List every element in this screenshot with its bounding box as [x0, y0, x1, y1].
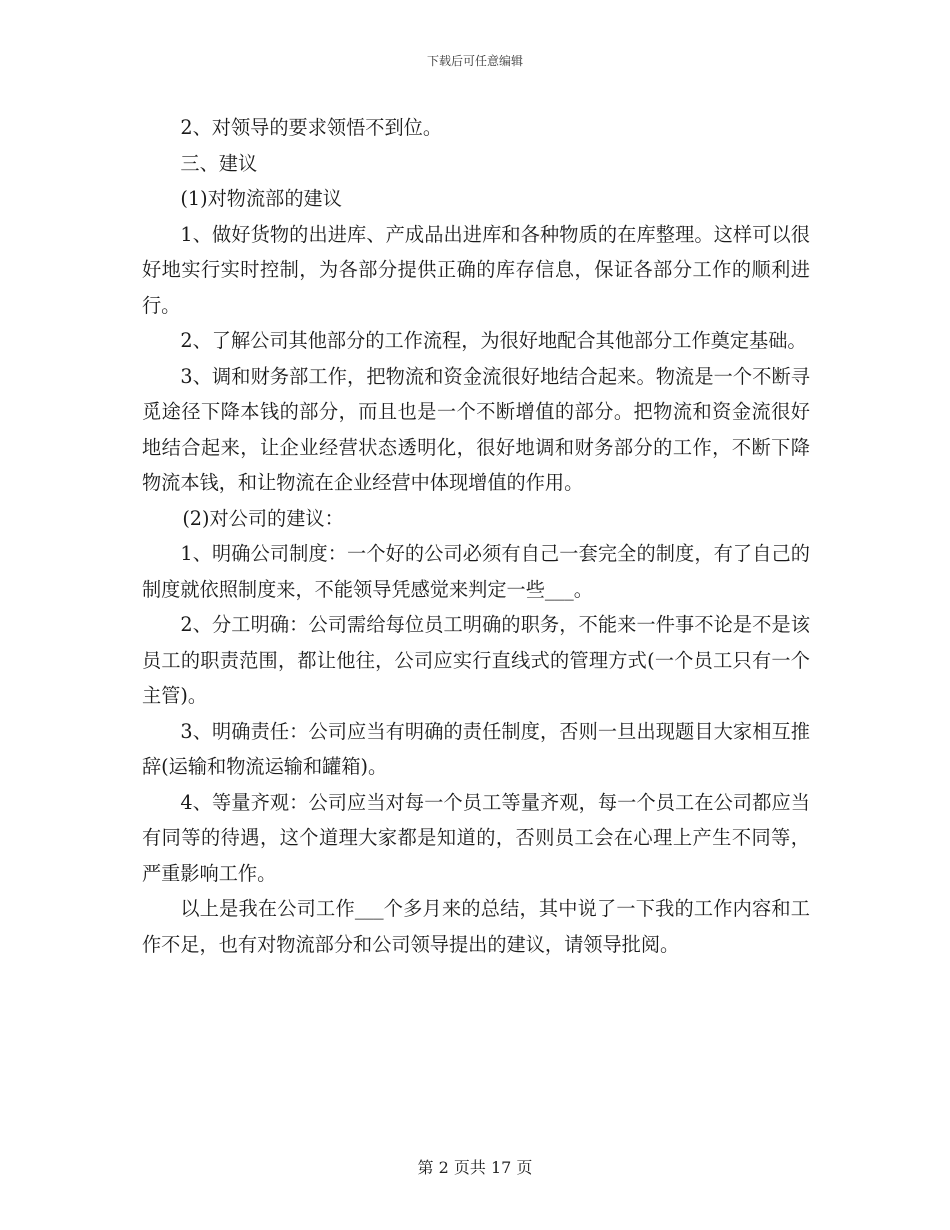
page-header: 下载后可任意编辑 — [426, 54, 523, 68]
paragraph-company-1: 1、明确公司制度：一个好的公司必须有自己一套完全的制度，有了自己的制度就依照制度来，不能领导凭感觉来判定一些___。 — [142, 542, 810, 601]
paragraph-company-4: 4、等量齐观：公司应当对每一个员工等量齐观，每一个员工在公司都应当有同等的待遇，这个道理大家都是知道的，否则员工会在心理上产生不同等，严重影响工作。 — [142, 790, 810, 885]
paragraph-conclusion: 以上是我在公司工作___个多月来的总结，其中说了一下我的工作内容和工作不足，也有对物流部分和公司领导提出的建议，请领导批阅。 — [142, 897, 810, 956]
paragraph-problem-2: 2、对领导的要求领悟不到位。 — [180, 116, 443, 139]
document-body — [142, 110, 810, 962]
paragraph-company-2: 2、分工明确：公司需给每位员工明确的职务，不能来一件事不论是不是该员工的职责范围，都让他往，公司应实行直线式的管理方式(一个员工只有一个主管)。 — [142, 613, 810, 707]
paragraph-logistics-1: 1、做好货物的出进库、产成品出进库和各种物质的在库整理。这样可以很好地实行实时控制，为各部分提供正确的库存信息，保证各部分工作的顺利进行。 — [142, 222, 810, 317]
paragraph-company-3: 3、明确责任：公司应当有明确的责任制度，否则一旦出现题目大家相互推辞(运输和物流运输和罐箱)。 — [142, 719, 810, 778]
page-footer: 第 2 页共 17 页 — [417, 1158, 533, 1177]
paragraph-logistics-3: 3、调和财务部工作，把物流和资金流很好地结合起来。物流是一个不断寻觅途径下降本钱的部分，而且也是一个不断增值的部分。把物流和资金流很好地结合起来，让企业经营状态透明化，很好地调和财务部分的工作，不断下降物流本钱，和让物流在企业经营中体现增值的作用。 — [142, 364, 810, 494]
section-heading-suggestions: 三、建议 — [180, 151, 258, 175]
subheading-company-suggestions: (2)对公司的建议： — [182, 506, 344, 530]
paragraph-logistics-2: 2、了解公司其他部分的工作流程，为很好地配合其他部分工作奠定基础。 — [180, 329, 807, 352]
subheading-logistics-suggestions: (1)对物流部的建议 — [180, 187, 342, 210]
